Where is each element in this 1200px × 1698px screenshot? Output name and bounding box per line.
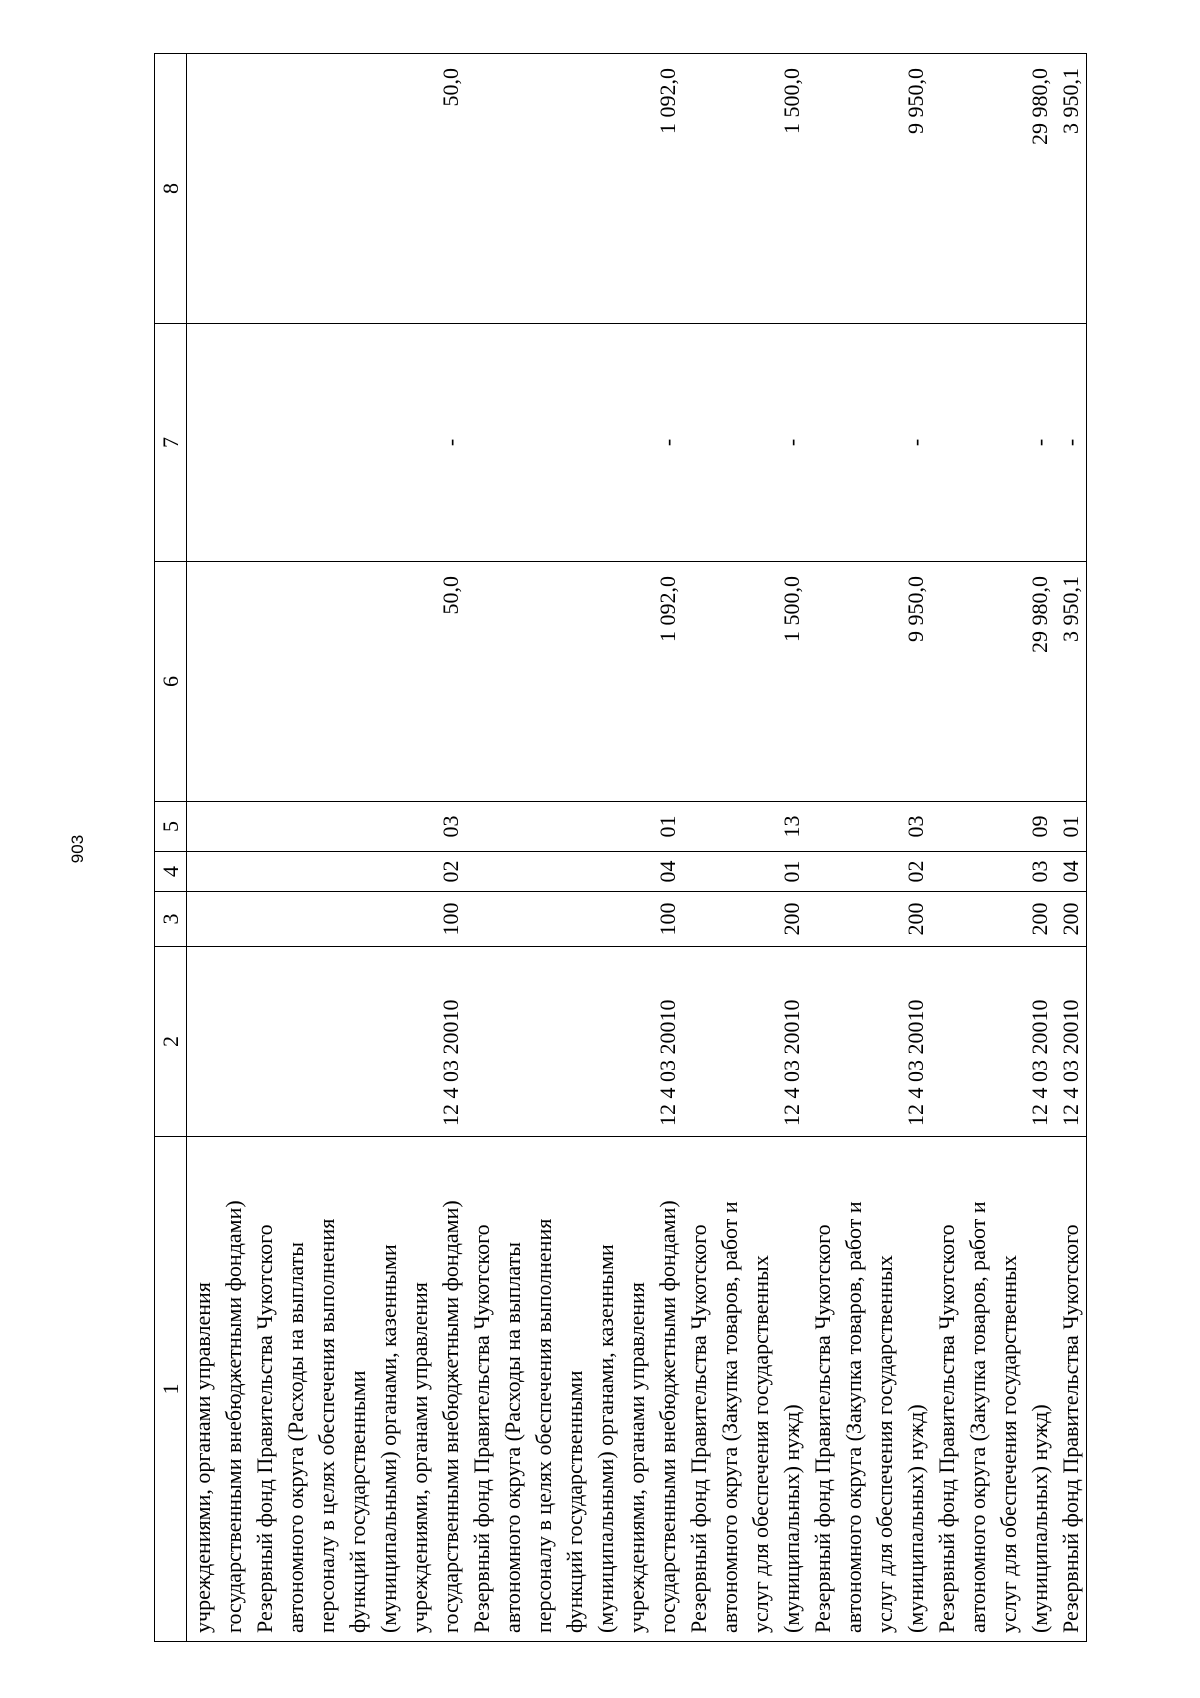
target-article-cell [807,947,931,1137]
text-line: Резервный фонд Правительства Чукотского [686,1224,711,1633]
section-cell [807,852,931,892]
cell-value: - [1027,438,1052,447]
text-line: государственными внебюджетными фондами) [221,1200,246,1633]
column-header: 5 [155,802,187,852]
cell-value: 200 [1058,902,1083,936]
text-line: Резервный фонд Правительства Чукотского [252,1224,277,1633]
text-line: государственными внебюджетными фондами) [438,1200,463,1633]
cell-value: - [779,438,804,447]
amount-cell [931,562,1055,802]
cell-value: 200 [779,902,804,936]
cell-value: 04 [1058,860,1083,883]
column-header: 6 [155,562,187,802]
text-line: автономного округа (Закупка товаров, работ и [717,1201,742,1633]
expense-name-cell [1055,1137,1087,1642]
section-cell [249,852,466,892]
cell-value: 9 950,0 [903,576,928,642]
target-article-cell [466,947,683,1137]
cell-value: 12 4 03 20010 [779,999,804,1126]
column-header: 2 [155,947,187,1137]
column-header: 8 [155,54,187,324]
cell-value: 01 [1058,815,1083,838]
table-row [931,54,1055,1642]
cell-value: - [655,438,680,447]
amount-change-cell [1055,324,1087,562]
column-number-row [155,54,187,1642]
cell-value: 04 [655,860,680,883]
text-line: государственными внебюджетными фондами) [655,1200,680,1633]
expense-type-cell [807,892,931,947]
cell-value: 29 980,0 [1027,68,1052,145]
amount-change-cell [931,324,1055,562]
table-row [249,54,466,1642]
text-line: (муниципальными) органами, казенными [376,1244,401,1633]
column-header: 3 [155,892,187,947]
cell-value: 09 [1027,815,1052,838]
text-line: услуг для обеспечения государственных [748,1255,773,1633]
amount-cell [249,562,466,802]
rotated-table-container [154,54,1184,1642]
cell-value: 50,0 [438,68,463,107]
amount-change-cell [807,324,931,562]
section-cell [931,852,1055,892]
expense-name-cell [807,1137,931,1642]
cell-value: 29 980,0 [1027,576,1052,653]
amount-cell [1055,562,1087,802]
cell-value: 100 [438,902,463,936]
target-article-cell [683,947,807,1137]
amount-cell [683,562,807,802]
text-line: услуг для обеспечения государственных [872,1255,897,1633]
text-line: Резервный фонд Правительства Чукотского [934,1224,959,1633]
table-row [1055,54,1087,1642]
amount-total-cell [683,54,807,324]
cell-value: 01 [655,815,680,838]
cell-value: 1 500,0 [779,576,804,642]
expense-type-cell [249,892,466,947]
text-line: Резервный фонд Правительства Чукотского [810,1224,835,1633]
column-header: 4 [155,852,187,892]
text-line: автономного округа (Закупка товаров, работ и [965,1201,990,1633]
amount-cell [807,562,931,802]
amount-change-cell [683,324,807,562]
page-number: 903 [68,834,87,864]
text-line: функций государственными [345,1370,370,1633]
target-article-cell [931,947,1055,1137]
amount-change-cell [249,324,466,562]
cell-value: 200 [903,902,928,936]
amount-total-cell [931,54,1055,324]
expense-type-cell [683,892,807,947]
text-line: учреждениями, органами управления [407,1282,432,1633]
cell-value: 03 [1027,860,1052,883]
cell-value: 3 950,1 [1058,576,1083,642]
target-article-cell [249,947,466,1137]
text-line: автономного округа (Расходы на выплаты [283,1242,308,1633]
cell-value: 12 4 03 20010 [438,999,463,1126]
cell-value: - [1058,438,1083,447]
text-line: персоналу в целях обеспечения выполнения [314,1218,339,1633]
amount-total-cell [466,54,683,324]
cell-value: 1 092,0 [655,576,680,642]
subsection-cell [683,802,807,852]
table-row [683,54,807,1642]
budget-table [154,53,1087,1642]
cell-value: - [903,438,928,447]
subsection-cell [466,802,683,852]
expense-type-cell [931,892,1055,947]
subsection-cell [249,802,466,852]
text-line: Резервный фонд Правительства Чукотского [1058,1224,1083,1633]
text-line: (муниципальных) нужд) [779,1404,804,1633]
text-line: учреждениями, органами управления [624,1282,649,1633]
expense-name-cell [683,1137,807,1642]
amount-cell [466,562,683,802]
cell-value: 12 4 03 20010 [903,999,928,1126]
text-line: автономного округа (Закупка товаров, работ и [841,1201,866,1633]
text-line: функций государственными [562,1370,587,1633]
amount-total-cell [807,54,931,324]
continuation-row [187,54,250,1642]
text-line: автономного округа (Расходы на выплаты [500,1242,525,1633]
cell-value: 12 4 03 20010 [1027,999,1052,1126]
cell-value: 1 092,0 [655,68,680,134]
cell-value: 1 500,0 [779,68,804,134]
subsection-cell [931,802,1055,852]
column-header: 1 [155,1137,187,1642]
cell-value: 12 4 03 20010 [655,999,680,1126]
cell-value: 03 [438,815,463,838]
amount-change-cell [466,324,683,562]
cell-value: 100 [655,902,680,936]
cell-value: 03 [903,815,928,838]
expense-type-cell [466,892,683,947]
subsection-cell [807,802,931,852]
expense-name-cell [931,1137,1055,1642]
section-cell [1055,852,1087,892]
expense-type-cell [1055,892,1087,947]
table-row [466,54,683,1642]
cell-value: - [438,438,463,447]
column-header: 7 [155,324,187,562]
text-line: услуг для обеспечения государственных [996,1255,1021,1633]
section-cell [683,852,807,892]
cell-value: 50,0 [438,576,463,615]
cell-value: 01 [779,860,804,883]
target-article-cell [1055,947,1087,1137]
text-line: Резервный фонд Правительства Чукотского [469,1224,494,1633]
subsection-cell [1055,802,1087,852]
cell-value: 02 [438,860,463,883]
section-cell [466,852,683,892]
cell-value: 12 4 03 20010 [1058,999,1083,1126]
cell-value: 200 [1027,902,1052,936]
amount-total-cell [249,54,466,324]
text-line: персоналу в целях обеспечения выполнения [531,1218,556,1633]
expense-name-cell [466,1137,683,1642]
text-line: (муниципальных) нужд) [1027,1404,1052,1633]
expense-name-cell [249,1137,466,1642]
cell-value: 02 [903,860,928,883]
continuation-cell [187,1137,250,1642]
text-line: (муниципальными) органами, казенными [593,1244,618,1633]
text-line: учреждениями, органами управления [190,1282,215,1633]
table-row [807,54,931,1642]
cell-value: 9 950,0 [903,68,928,134]
amount-total-cell [1055,54,1087,324]
cell-value: 13 [779,815,804,838]
cell-value: 3 950,1 [1058,68,1083,134]
text-line: (муниципальных) нужд) [903,1404,928,1633]
